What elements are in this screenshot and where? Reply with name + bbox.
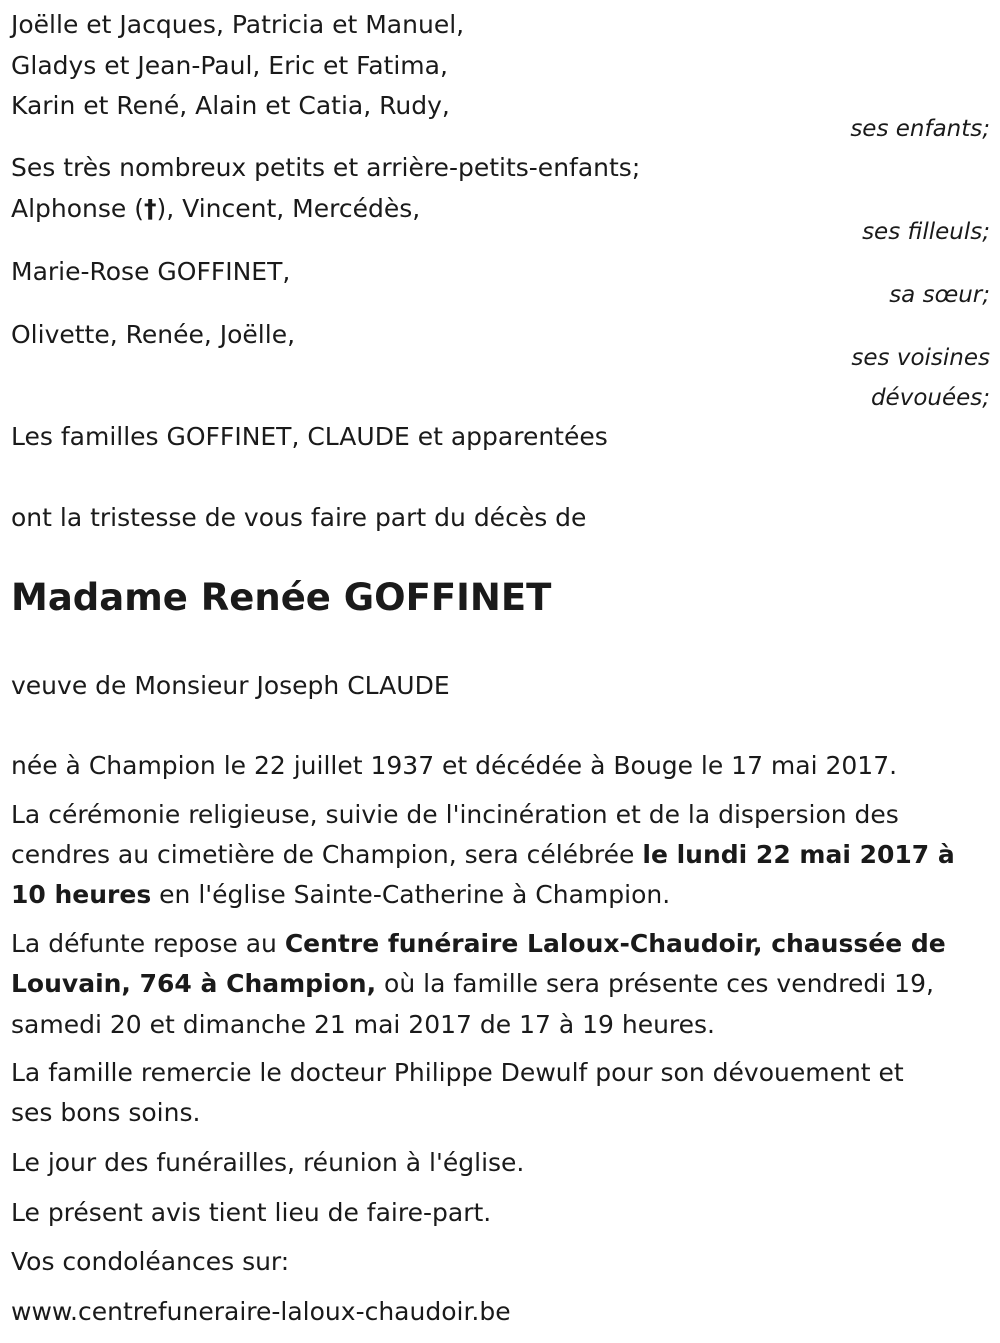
godchildren-text-start: Alphonse (: [11, 194, 145, 223]
repose-address: Louvain, 764 à Champion,: [11, 969, 377, 998]
families-line: Les familles GOFFINET, CLAUDE et apparentées: [11, 422, 608, 451]
reunion-line: Le jour des funérailles, réunion à l'église.: [11, 1148, 525, 1177]
godchildren-text-end: ), Vincent, Mercédès,: [156, 194, 421, 223]
neighbours-role-1: ses voisines: [851, 345, 990, 371]
dates-line: née à Champion le 22 juillet 1937 et décédée à Bouge le 17 mai 2017.: [11, 751, 898, 780]
sister-line: Marie-Rose GOFFINET,: [11, 257, 291, 286]
repose-line-2: [11, 969, 934, 999]
widow-of-line: veuve de Monsieur Joseph CLAUDE: [11, 671, 450, 700]
condolences-label: Vos condoléances sur:: [11, 1247, 290, 1276]
cross-icon: †: [144, 194, 157, 223]
repose-place: Centre funéraire Laloux-Chaudoir, chaussée de: [284, 929, 946, 958]
children-role: ses enfants;: [850, 116, 990, 142]
ceremony-line-2: [11, 840, 955, 870]
children-line-2: Gladys et Jean-Paul, Eric et Fatima,: [11, 51, 448, 80]
grandchildren-line: Ses très nombreux petits et arrière-petits-enfants;: [11, 153, 641, 182]
ceremony-text: cendres au cimetière de Champion, sera célébrée: [11, 840, 643, 869]
thanks-line-1: La famille remercie le docteur Philippe Dewulf pour son dévouement et: [11, 1058, 904, 1087]
repose-text: La défunte repose au: [11, 929, 285, 958]
neighbours-line: Olivette, Renée, Joëlle,: [11, 320, 296, 349]
children-line-3: Karin et René, Alain et Catia, Rudy,: [11, 91, 450, 120]
thanks-line-2: ses bons soins.: [11, 1098, 201, 1127]
repose-visit-text: où la famille sera présente ces vendredi 19,: [376, 969, 934, 998]
neighbours-role-2: dévouées;: [870, 385, 990, 411]
children-line-1: Joëlle et Jacques, Patricia et Manuel,: [11, 10, 465, 39]
website-link[interactable]: www.centrefuneraire-laloux-chaudoir.be: [11, 1297, 511, 1326]
repose-line-1: [11, 929, 946, 959]
ceremony-location: en l'église Sainte-Catherine à Champion.: [151, 880, 671, 909]
deceased-name: Madame Renée GOFFINET: [11, 576, 552, 619]
godchildren-line: [11, 194, 420, 224]
notice-line: Le présent avis tient lieu de faire-part.: [11, 1198, 492, 1227]
repose-line-3: samedi 20 et dimanche 21 mai 2017 de 17 à 19 heures.: [11, 1010, 716, 1039]
godchildren-role: ses filleuls;: [862, 219, 990, 245]
announcement-line: ont la tristesse de vous faire part du décès de: [11, 503, 587, 532]
ceremony-time: 10 heures: [11, 880, 152, 909]
sister-role: sa sœur;: [889, 282, 990, 308]
ceremony-date: le lundi 22 mai 2017 à: [642, 840, 955, 869]
ceremony-line-1: La cérémonie religieuse, suivie de l'incinération et de la dispersion des: [11, 800, 899, 829]
ceremony-line-3: [11, 880, 670, 910]
